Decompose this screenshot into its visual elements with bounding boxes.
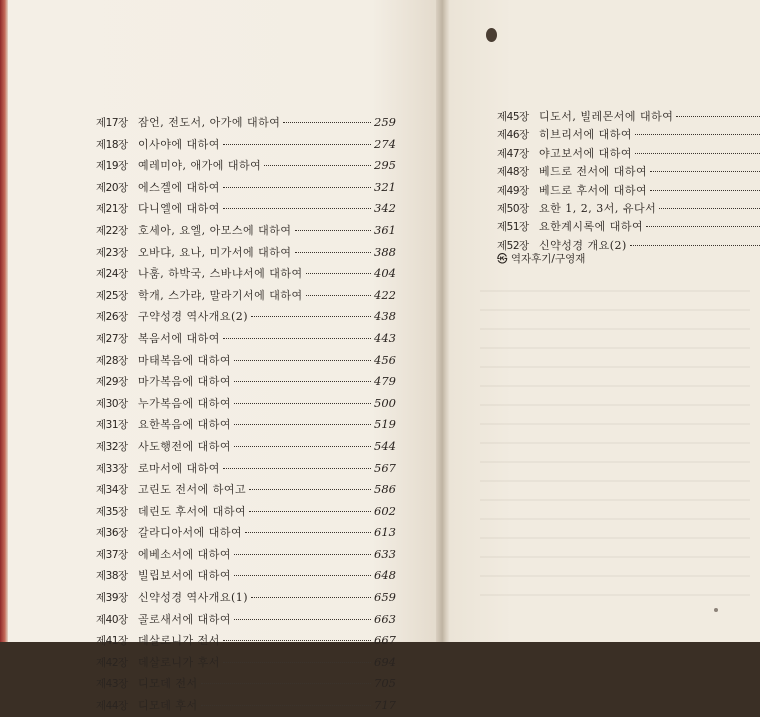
toc-entry — [96, 565, 396, 587]
chapter-number: 제19장 — [96, 160, 128, 173]
toc-entry — [96, 285, 396, 307]
chapter-title: 데살로니가 후서 — [138, 655, 220, 669]
page-number: 259 — [374, 115, 396, 129]
toc-entry — [497, 108, 760, 126]
page-number: 274 — [374, 136, 396, 151]
toc-entry — [497, 126, 760, 144]
chapter-number: 제45장 — [497, 111, 529, 123]
page-number: 519 — [374, 417, 396, 432]
ink-spot — [486, 28, 497, 42]
dot-leader — [234, 380, 371, 382]
toc-entry — [96, 263, 396, 285]
dot-leader — [245, 531, 371, 533]
page-number: 648 — [374, 568, 396, 583]
chapter-title: 디모데 전서 — [138, 677, 198, 691]
dot-leader — [251, 596, 371, 598]
dot-leader — [650, 189, 760, 191]
dot-leader — [295, 229, 372, 231]
dot-leader — [234, 359, 371, 361]
chapter-title: 에베소서에 대하여 — [138, 547, 232, 561]
toc-entry — [96, 673, 396, 695]
chapter-number: 제33장 — [96, 462, 128, 475]
dot-leader — [223, 186, 371, 188]
dot-leader — [234, 423, 371, 425]
chapter-number: 제30장 — [96, 397, 128, 410]
toc-entry — [96, 544, 396, 566]
dot-leader — [201, 704, 371, 706]
chapter-number: 제42장 — [96, 656, 128, 669]
chapter-title: 베드로 후서에 대하여 — [539, 183, 648, 197]
chapter-title: 사도행전에 대하여 — [138, 439, 232, 453]
page-number: 705 — [374, 676, 396, 691]
chapter-number: 제47장 — [497, 147, 529, 160]
dot-leader — [635, 152, 760, 154]
chapter-title: 데린도 후서에 대하여 — [138, 504, 247, 518]
dot-leader — [264, 164, 371, 166]
toc-entry — [96, 414, 396, 436]
dot-leader — [223, 143, 371, 145]
chapter-title: 요한 1, 2, 3서, 유다서 — [539, 201, 657, 215]
chapter-title: 마가복음에 대하여 — [138, 375, 232, 389]
dot-leader — [659, 207, 760, 209]
dot-leader — [234, 618, 371, 620]
chapter-title: 골로새서에 대하여 — [138, 612, 232, 626]
chapter-title: 요한계시록에 대하여 — [539, 220, 644, 234]
chapter-number: 제22장 — [96, 224, 128, 237]
book-cover-edge — [0, 0, 8, 642]
page-number: 479 — [374, 374, 396, 389]
chapter-title: 신약성경 역사개요(1) — [138, 591, 249, 605]
toc-entry — [96, 371, 396, 393]
dot-leader — [249, 488, 371, 490]
dot-leader — [234, 402, 371, 404]
chapter-number: 제50장 — [497, 202, 529, 215]
chapter-title: 히브리서에 대하여 — [539, 128, 633, 142]
chapter-title: 복음서에 대하여 — [138, 331, 220, 345]
chapter-title: 데살로니가 전서 — [138, 634, 220, 648]
page-number: 361 — [374, 222, 396, 237]
dot-leader — [234, 445, 371, 447]
chapter-title: 빌립보서에 대하여 — [138, 569, 232, 583]
chapter-title: 누가복음에 대하여 — [138, 396, 232, 410]
page-number: 456 — [374, 352, 396, 367]
toc-entry — [497, 182, 760, 200]
chapter-number: 제41장 — [96, 635, 128, 648]
toc-entry — [96, 609, 396, 631]
chapter-number: 제40장 — [96, 613, 128, 626]
page-number: 667 — [374, 633, 396, 648]
chapter-number: 제28장 — [96, 354, 128, 367]
page-number: 422 — [374, 287, 396, 302]
bleed-through-text — [480, 290, 750, 610]
chapter-number: 제17장 — [96, 117, 128, 129]
toc-left-list — [96, 112, 396, 717]
toc-entry — [96, 155, 396, 177]
toc-entry — [96, 458, 396, 480]
dot-leader — [223, 337, 371, 339]
chapter-title: 다니엘에 대하여 — [138, 202, 220, 216]
ink-speck — [714, 608, 718, 612]
toc-entry — [96, 112, 396, 134]
toc-entry — [96, 306, 396, 328]
chapter-number: 제35장 — [96, 505, 128, 518]
chapter-number: 제46장 — [497, 129, 529, 142]
chapter-title: 나훔, 하박국, 스바냐서에 대하여 — [138, 267, 303, 281]
chapter-title: 에스겔에 대하여 — [138, 180, 220, 194]
toc-entry — [96, 350, 396, 372]
chapter-number: 제27장 — [96, 332, 128, 345]
page-number: 443 — [374, 330, 396, 345]
page-number: 633 — [374, 546, 396, 561]
chapter-title: 예레미야, 애가에 대하여 — [138, 159, 262, 173]
chapter-number: 제34장 — [96, 484, 128, 497]
page-number: 663 — [374, 611, 396, 626]
dot-leader — [249, 510, 371, 512]
chapter-title: 요한복음에 대하여 — [138, 418, 232, 432]
chapter-title: 학개, 스가랴, 말라기서에 대하여 — [138, 288, 303, 302]
toc-entry — [96, 242, 396, 264]
chapter-title: 마태복음에 대하여 — [138, 353, 232, 367]
chapter-number: 제44장 — [96, 700, 128, 713]
dot-leader — [295, 251, 372, 253]
chapter-number: 제37장 — [96, 548, 128, 561]
toc-right-list — [497, 108, 760, 255]
page-number: 586 — [374, 482, 396, 497]
chapter-number: 제24장 — [96, 268, 128, 281]
dot-leader — [306, 272, 371, 274]
chapter-number: 제36장 — [96, 527, 128, 540]
chapter-title: 로마서에 대하여 — [138, 461, 220, 475]
toc-entry — [96, 436, 396, 458]
page-number: 602 — [374, 503, 396, 518]
chapter-number: 제32장 — [96, 440, 128, 453]
book-gutter — [436, 0, 450, 642]
toc-entry — [96, 177, 396, 199]
page-number: 404 — [374, 266, 396, 281]
page-number: 544 — [374, 438, 396, 453]
chapter-number: 제51장 — [497, 221, 529, 234]
chapter-number: 제23장 — [96, 246, 128, 259]
dot-leader — [306, 294, 371, 296]
page-number: 717 — [374, 698, 396, 713]
dot-leader — [223, 661, 371, 663]
dot-leader — [676, 115, 760, 117]
toc-entry — [96, 652, 396, 674]
toc-entry — [497, 163, 760, 181]
chapter-number: 제21장 — [96, 203, 128, 216]
dot-leader — [251, 315, 371, 317]
chapter-number: 제48장 — [497, 166, 529, 179]
dot-leader — [234, 574, 371, 576]
chapter-title: 디모데 후서 — [138, 699, 198, 713]
chapter-title: 잠언, 전도서, 아가에 대하여 — [138, 116, 281, 129]
chapter-title: 구약성경 역사개요(2) — [138, 310, 249, 324]
toc-entry — [497, 218, 760, 236]
chapter-title: 신약성경 개요(2) — [539, 238, 627, 252]
dot-leader — [201, 682, 371, 684]
dot-leader — [234, 553, 371, 555]
chapter-title: 갈라디아서에 대하여 — [138, 526, 243, 540]
page-number: 567 — [374, 460, 396, 475]
chapter-title: 오바댜, 요나, 미가서에 대하여 — [138, 245, 292, 259]
toc-entry — [96, 328, 396, 350]
chapter-number: 제20장 — [96, 181, 128, 194]
page-number: 321 — [374, 179, 396, 194]
chapter-title: 호세아, 요엘, 아모스에 대하여 — [138, 223, 292, 237]
chapter-title: 고린도 전서에 하여고 — [138, 483, 247, 497]
page-number: 694 — [374, 654, 396, 669]
toc-entry — [96, 630, 396, 652]
chapter-title: 이사야에 대하여 — [138, 137, 220, 151]
toc-entry — [497, 145, 760, 163]
chapter-number: 제38장 — [96, 570, 128, 583]
toc-entry — [96, 695, 396, 717]
page-number: 613 — [374, 525, 396, 540]
dot-leader — [223, 467, 371, 469]
dot-leader — [646, 225, 760, 227]
chapter-number: 제18장 — [96, 138, 128, 151]
dot-leader — [223, 207, 371, 209]
page-number: 500 — [374, 395, 396, 410]
dot-leader — [635, 133, 760, 135]
toc-entry — [96, 220, 396, 242]
page-number: 659 — [374, 590, 396, 605]
page-number: 295 — [374, 158, 396, 173]
toc-entry — [96, 134, 396, 156]
chapter-title: 디도서, 빌레몬서에 대하여 — [539, 110, 674, 123]
toc-entry — [497, 200, 760, 218]
page-number: 438 — [374, 309, 396, 324]
dot-leader — [223, 639, 371, 641]
toc-entry — [96, 393, 396, 415]
chapter-title: 야고보서에 대하여 — [539, 146, 633, 160]
toc-entry — [96, 522, 396, 544]
page-number: 342 — [374, 201, 396, 216]
chapter-number: 제31장 — [96, 419, 128, 432]
chapter-number: 제52장 — [497, 239, 529, 252]
toc-entry — [96, 479, 396, 501]
toc-entry — [96, 587, 396, 609]
toc-entry — [96, 501, 396, 523]
chapter-title: 베드로 전서에 대하여 — [539, 165, 648, 179]
page-number: 388 — [374, 244, 396, 259]
chapter-number: 제49장 — [497, 184, 529, 197]
chapter-number: 제26장 — [96, 311, 128, 324]
dot-leader — [650, 170, 760, 172]
translator-postscript: ㉿ 역자후기/구영재 — [497, 253, 586, 265]
dot-leader — [630, 244, 760, 246]
chapter-number: 제39장 — [96, 592, 128, 605]
chapter-number: 제43장 — [96, 678, 128, 691]
chapter-number: 제25장 — [96, 289, 128, 302]
chapter-number: 제29장 — [96, 376, 128, 389]
toc-entry — [96, 198, 396, 220]
dot-leader — [283, 121, 371, 123]
